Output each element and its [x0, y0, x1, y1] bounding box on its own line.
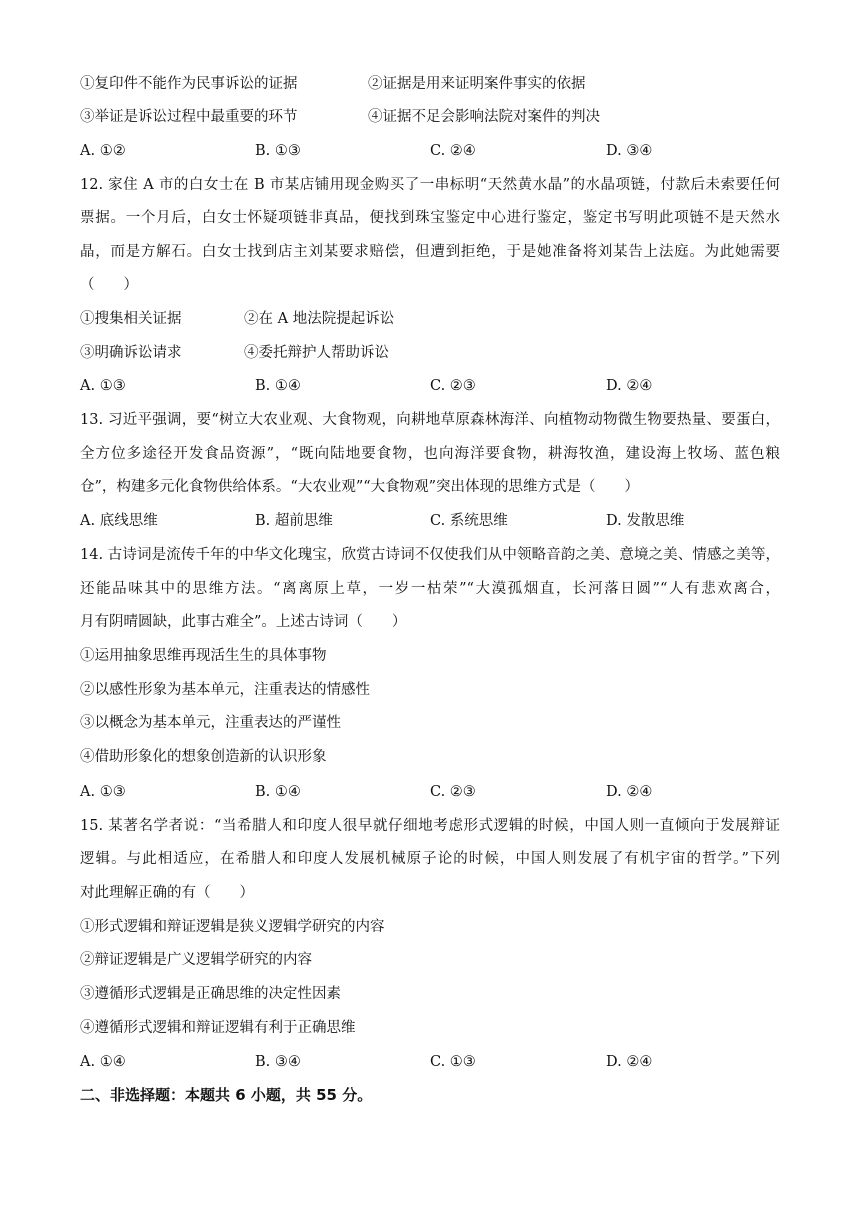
q13-stem-line-2: 全方位多途径开发食品资源”，“既向陆地要食物，也向海洋要食物，耕海牧渔，建设海上牧场、蓝色粮 — [80, 446, 780, 462]
q15-option-d: D. ②④ — [606, 1054, 653, 1070]
q12-stem-line-1: 12. 家住 A 市的白女士在 B 市某店铺用现金购买了一串标明“天然黄水晶”的水晶项链，付款后未索要任何 — [80, 177, 780, 193]
section-2-heading: 二、非选择题：本题共 6 小题，共 55 分。 — [80, 1086, 373, 1104]
q15-stem-line-2: 逻辑。与此相适应，在希腊人和印度人发展机械原子论的时候，中国人则发展了有机宇宙的哲学。”下列 — [80, 851, 780, 867]
q12-option-b: B. ①④ — [255, 378, 301, 394]
q14-item-2: ②以感性形象为基本单元，注重表达的情感性 — [80, 682, 370, 698]
q15-item-3: ③遵循形式逻辑是正确思维的决定性因素 — [80, 986, 341, 1002]
q14-item-4: ④借助形象化的想象创造新的认识形象 — [80, 749, 327, 765]
q12-stem-line-3: 晶，而是方解石。白女士找到店主刘某要求赔偿，但遭到拒绝，于是她准备将刘某告上法庭。为此她需要 — [80, 244, 780, 260]
q13-stem-line-1: 13. 习近平强调，要“树立大农业观、大食物观，向耕地草原森林海洋、向植物动物微生物要热量、要蛋白， — [80, 412, 780, 428]
q14-option-a: A. ①③ — [80, 784, 126, 800]
q12-stem-line-2: 票据。一个月后，白女士怀疑项链非真品，便找到珠宝鉴定中心进行鉴定，鉴定书写明此项链不是天然水 — [80, 210, 780, 226]
q13-stem-line-3: 仓”，构建多元化食物供给体系。“大农业观”“大食物观”突出体现的思维方式是（ ） — [80, 479, 640, 495]
q15-option-b: B. ③④ — [255, 1054, 301, 1070]
q11-item-3: ③举证是诉讼过程中最重要的环节 — [80, 109, 298, 125]
q12-item-1: ①搜集相关证据 — [80, 311, 182, 327]
q13-option-d: D. 发散思维 — [606, 513, 685, 529]
q11-item-1: ①复印件不能作为民事诉讼的证据 — [80, 76, 298, 92]
q13-option-a: A. 底线思维 — [80, 513, 158, 529]
q15-stem-line-3: 对此理解正确的有（ ） — [80, 885, 254, 901]
q15-item-2: ②辩证逻辑是广义逻辑学研究的内容 — [80, 952, 312, 968]
q12-option-a: A. ①③ — [80, 378, 126, 394]
q15-stem-line-1: 15. 某著名学者说：“当希腊人和印度人很早就仔细地考虑形式逻辑的时候，中国人则一直倾向于发展辩证 — [80, 818, 780, 834]
q15-item-1: ①形式逻辑和辩证逻辑是狭义逻辑学研究的内容 — [80, 919, 385, 935]
q11-option-b: B. ①③ — [255, 143, 301, 159]
q15-option-a: A. ①④ — [80, 1054, 126, 1070]
q12-option-c: C. ②③ — [430, 378, 476, 394]
q15-item-4: ④遵循形式逻辑和辩证逻辑有利于正确思维 — [80, 1020, 356, 1036]
q12-answer-blank: （ ） — [80, 277, 138, 293]
q12-item-4: ④委托辩护人帮助诉讼 — [244, 345, 389, 361]
q12-item-3: ③明确诉讼请求 — [80, 345, 182, 361]
q12-option-d: D. ②④ — [606, 378, 653, 394]
q14-option-d: D. ②④ — [606, 784, 653, 800]
q14-item-3: ③以概念为基本单元，注重表达的严谨性 — [80, 715, 341, 731]
q14-option-c: C. ②③ — [430, 784, 476, 800]
q14-stem-line-1: 14. 古诗词是流传千年的中华文化瑰宝，欣赏古诗词不仅使我们从中领略音韵之美、意境之美、情感之美等， — [80, 547, 780, 563]
q14-stem-line-3: 月有阴晴圆缺，此事古难全”。上述古诗词（ ） — [80, 614, 407, 630]
q15-option-c: C. ①③ — [430, 1054, 476, 1070]
q14-stem-line-2: 还能品味其中的思维方法。“离离原上草，一岁一枯荣”“大漠孤烟直，长河落日圆”“人有悲欢离合， — [80, 581, 780, 597]
q11-item-2: ②证据是用来证明案件事实的依据 — [368, 76, 586, 92]
q11-option-c: C. ②④ — [430, 143, 476, 159]
q14-item-1: ①运用抽象思维再现活生生的具体事物 — [80, 648, 327, 664]
q14-option-b: B. ①④ — [255, 784, 301, 800]
q11-item-4: ④证据不足会影响法院对案件的判决 — [368, 109, 600, 125]
q11-option-a: A. ①② — [80, 143, 126, 159]
q13-option-c: C. 系统思维 — [430, 513, 508, 529]
q12-item-2: ②在 A 地法院提起诉讼 — [244, 311, 395, 327]
q13-option-b: B. 超前思维 — [255, 513, 333, 529]
q11-option-d: D. ③④ — [606, 143, 653, 159]
